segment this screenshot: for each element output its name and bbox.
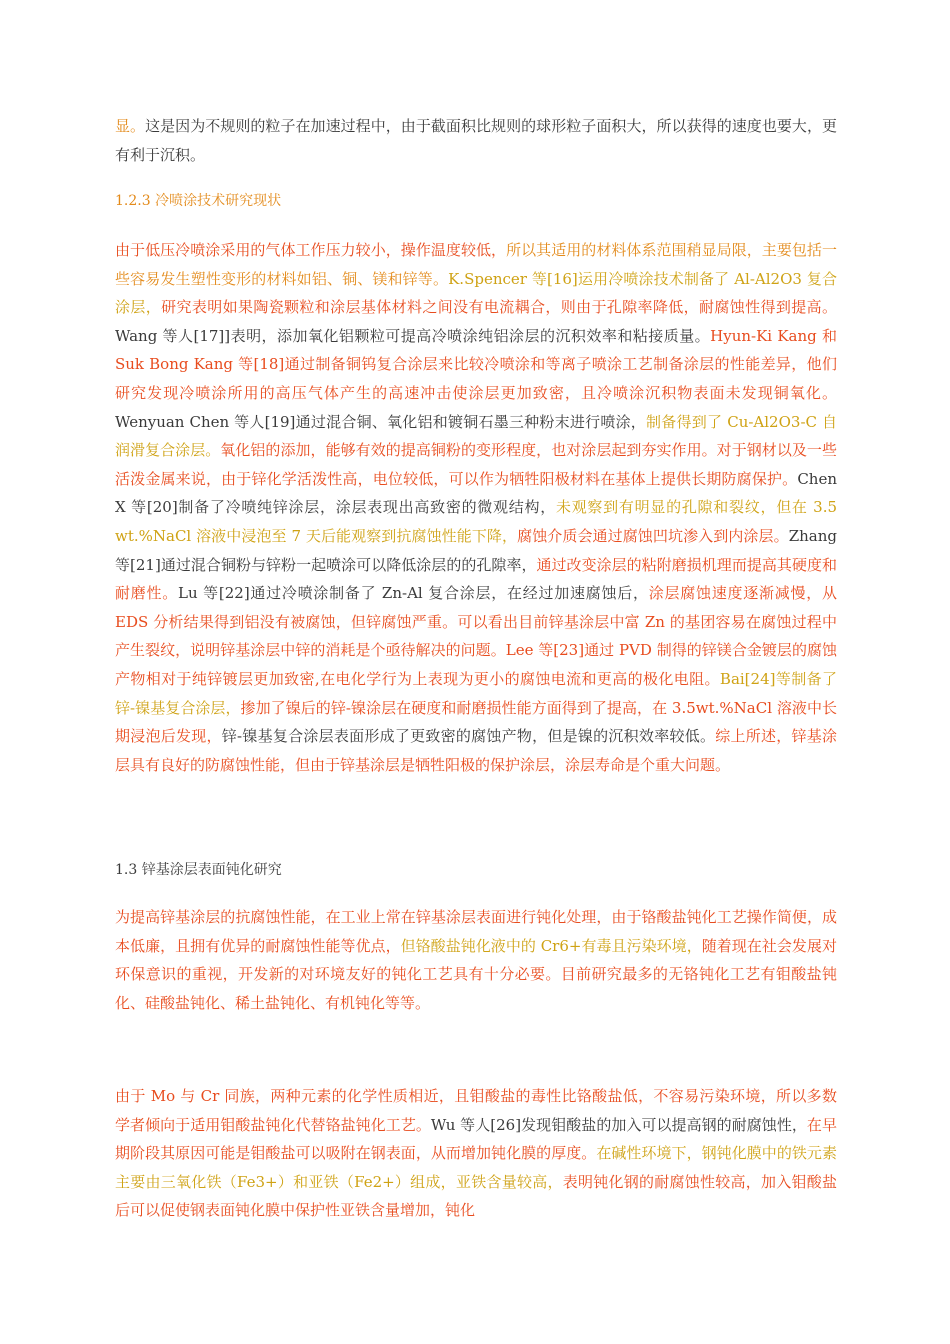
paragraph-molybdate-passivation [115,1082,837,1225]
text-run: 显。 [115,117,146,135]
text-run: 制备得到了 Cu-Al2O3-C 自润滑复合涂层。 [115,412,837,460]
text-run: 涂层腐蚀速度逐渐减慢，从 EDS 分析结果得到铝没有被腐蚀，但锌腐蚀严重。可以看出目前锌基涂层中富 Zn 的基团容易在腐蚀过程中产生裂纹，说明锌基涂层中锌的消耗是个亟待解决的问题。 [115,584,837,660]
text-run: 氧化铝的添加，能够有效的提高铜粉的变形程度，也对涂层起到夯实作用。对于钢材以及一些活泼金属来说，由于锌化学活泼性高，电位较低，可以作为牺牲阳极材料在基体上提供长期防腐保护。 [115,441,837,488]
text-run: Bai[24]等制备了锌-镍基复合涂层， [115,669,837,717]
text-run: Lee 等[23]通过 PVD 制得的锌镁合金镀层的腐蚀产物相对于纯锌镀层更加致密,在电化学行为上表现为更小的腐蚀电流和更高的极化电阻。 [115,641,837,688]
text-run: 所以其适用的材料体系范围稍显局限，主要包括一些容易发生塑性变形的材料如铝、铜、镁和锌等。 [115,241,837,288]
text-run: K.Spencer 等[16]运用冷喷涂技术制备了 Al-Al2O3 复合涂层， [115,269,837,317]
text-run: 研究表明如果陶瓷颗粒和涂层基体材料之间没有电流耦合，则由于孔隙率降低，耐腐蚀性得到提高。 [161,298,837,317]
text-run: 在碱性环境下，钢钝化膜中的铁元素主要由三氧化铁（Fe3+）和亚铁（Fe2+）组成，亚铁含量较高， [115,1144,837,1191]
text-run: 随着现在社会发展对环保意识的重视，开发新的对环境友好的钝化工艺具有十分必要。目前研究最多的无铬钝化工艺有钼酸盐钝化、硅酸盐钝化、稀土盐钝化、有机钝化等等。 [115,936,837,1012]
text-run: 由于 Mo 与 Cr 同族，两种元素的化学性质相近，且钼酸盐的毒性比铬酸盐低，不容易污染环境，所以多数学者倾向于适用钼酸盐钝化代替铬盐钝化工艺。 [115,1087,837,1134]
text-run: Zhang 等[21]通过混合铜粉与锌粉一起喷涂可以降低涂层的的孔隙率， [115,526,837,574]
section-heading-1-2-3: 1.2.3 冷喷涂技术研究现状 [115,193,282,209]
text-run: 为提高锌基涂层的抗腐蚀性能，在工业上常在锌基涂层表面进行钝化处理，由于铬酸盐钝化工艺操作简便，成本低廉，且拥有优异的耐腐蚀性能等优点， [115,908,837,955]
text-run: 通过改变涂层的粘附磨损机理而提高其硬度和耐磨性。 [115,555,837,603]
paragraph-passivation-intro [115,903,837,1017]
text-run: Chen X 等[20]制备了冷喷纯锌涂层，涂层表现出高致密的微观结构， [115,469,837,517]
text-run: 表明钝化钢的耐腐蚀性较高，加入钼酸盐后可以促使钢表面钝化膜中保护性亚铁含量增加，钝化 [115,1172,837,1220]
text-run: 在早期阶段其原因可能是钼酸盐可以吸附在钢表面，从而增加钝化膜的厚度。 [115,1115,837,1163]
text-run: 综上所述，锌基涂层具有良好的防腐蚀性能，但由于锌基涂层是牺牲阳极的保护涂层，涂层寿命是个重大问题。 [115,727,837,774]
text-run: Wu 等人[26]发现钼酸盐的加入可以提高钢的耐腐蚀性， [430,1115,807,1134]
text-run: Lu 等[22]通过冷喷涂制备了 Zn-Al 复合涂层，在经过加速腐蚀后， [178,584,649,603]
section-heading-1-3: 1.3 锌基涂层表面钝化研究 [115,862,282,878]
text-run: Hyun-Ki Kang 和 Suk Bong Kang 等[18]通过制备铜钨复合涂层来比较冷喷涂和等离子喷涂工艺制备涂层的性能差异，他们研究发现冷喷涂所用的高压气体产生的高速冲击使涂层更加致密，且冷喷涂沉积物表面未发现铜氧化。 [115,326,837,402]
paragraph-intro-continuation [115,112,837,169]
text-run: Wenyuan Chen 等人[19]通过混合铜、氧化铝和镀铜石墨三种粉末进行喷涂， [115,412,647,431]
text-run: 这是因为不规则的粒子在加速过程中，由于截面积比规则的球形粒子面积大，所以获得的速度也要大，更有利于沉积。 [115,117,837,164]
paragraph-cold-spray-status [115,236,837,779]
text-run: 但铬酸盐钝化液中的 Cr6+有毒且污染环境， [400,936,702,955]
text-run: Wang 等人[17]]表明，添加氧化铝颗粒可提高冷喷涂纯铝涂层的沉积效率和粘接质量。 [115,326,711,345]
text-run: 由于低压冷喷涂采用的气体工作压力较小，操作温度较低， [115,241,507,259]
text-run: 未观察到有明显的孔隙和裂纹，但在 3.5 wt.%NaCl 溶液中浸泡至 7 天后能观察到抗腐蚀性能下降， [115,498,838,545]
text-run: 锌-镍基复合涂层表面形成了更致密的腐蚀产物，但是镍的沉积效率较低。 [221,727,716,746]
text-run: 腐蚀介质会通过腐蚀凹坑渗入到内涂层。 [517,526,789,545]
text-run: 掺加了镍后的锌-镍涂层在硬度和耐磨损性能方面得到了提高，在 3.5wt.%NaCl 溶液中长期浸泡后发现， [115,698,837,746]
